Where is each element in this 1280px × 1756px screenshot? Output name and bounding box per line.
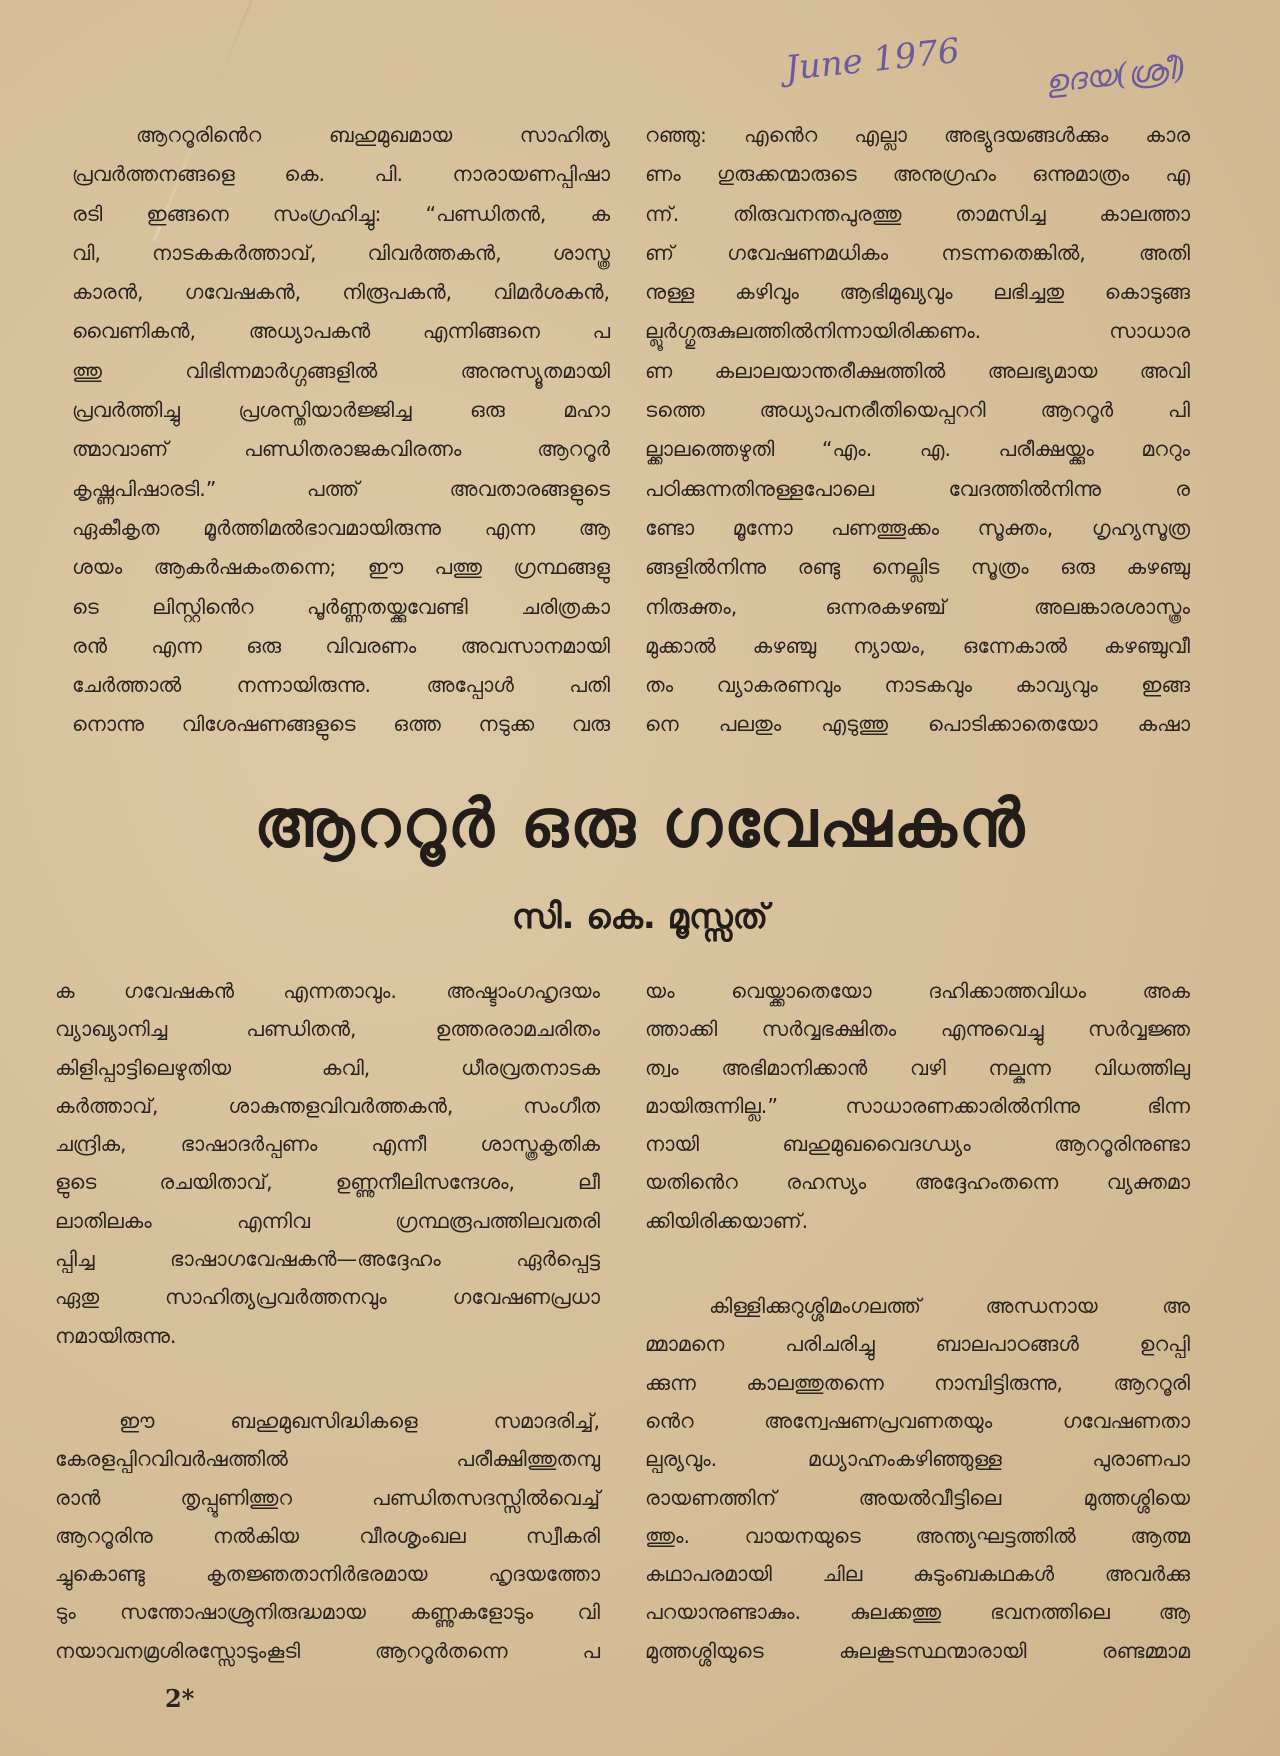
text-line: റഞ്ഞു: എൻെറ എല്ലാ അഭ്യുദയങ്ങൾക്കും കാര (645, 123, 1190, 147)
column-bottom-left (55, 972, 600, 1670)
text-line: ണം ഗുരുക്കന്മാരുടെ അനുഗ്രഹം ഒന്നുമാത്രം എ (645, 162, 1190, 187)
text-line: ളുടെ രചയിതാവ്, ഉണ്ണുനീലിസന്ദേശം, ലീ (55, 1170, 600, 1195)
column-bottom-right (645, 972, 1190, 1670)
text-line: രൻ എന്ന ഒരു വിവരണം അവസാനമായി (72, 633, 610, 658)
text-line: യം വെയ്ക്കാതെയോ ദഹിക്കാത്തവിധം അക (645, 979, 1190, 1003)
text-line: ന്ന്. തിരുവനന്തപുരത്തു താമസിച്ച കാലത്താ (645, 201, 1190, 226)
text-line: നായി ബഹുമുഖവൈദഗ്ധ്യം ആററൂരിനുണ്ടാ (645, 1132, 1190, 1157)
text-line: ഏതു സാഹിത്യപ്രവർത്തനവും ഗവേഷണപ്രധാ (55, 1285, 600, 1310)
paragraph (645, 1287, 1190, 1670)
text-line: കാരൻ, ഗവേഷകൻ, നിരൂപകൻ, വിമർശകൻ, (72, 280, 610, 305)
text-line: പ്രവർത്തിച്ചു പ്രശസ്തിയാർജ്ജിച്ച ഒരു മഹാ (72, 398, 610, 423)
paragraph (645, 972, 1190, 1240)
text-line: ചന്ദ്രിക, ഭാഷാദർപ്പണം എന്നീ ശാസ്ത്രകൃതിക (55, 1132, 600, 1157)
text-line: ൻെറ അന്വേഷണപ്രവണതയും ഗവേഷണതാ (645, 1408, 1190, 1433)
text-line: ച്ചുകൊണ്ടു കൃതജ്ഞതാനിർഭരമായ ഹൃദയത്തോ (55, 1562, 600, 1587)
text-line: യതിൻെറ രഹസ്യം അദ്ദേഹംതന്നെ വ്യക്തമാ (645, 1170, 1190, 1195)
text-line: ല്പര്യവും. മധ്യാഹ്നംകഴിഞ്ഞുള്ള പുരാണപാ (645, 1447, 1190, 1472)
handwritten-date: June 1976 (783, 30, 962, 90)
paragraph (72, 116, 610, 745)
text-line: പ്പിച്ച ഭാഷാഗവേഷകൻ—അദ്ദേഹം ഏർപ്പെട്ട (55, 1247, 600, 1272)
paragraph-gap (55, 1355, 600, 1402)
paragraph (645, 116, 1190, 745)
text-line: ക്കുന്ന കാലത്തുതന്നെ നാമ്പിട്ടിരുന്നു, ആററൂരി (645, 1370, 1190, 1395)
paragraph (55, 1402, 600, 1670)
text-line: ശയം ആകർഷകംതന്നെ; ഈ പത്തു ഗ്രന്ഥങ്ങളു (72, 555, 610, 580)
text-line: ലാതിലകം എന്നിവ ഗ്രന്ഥരൂപത്തിലവതരി (55, 1208, 600, 1233)
text-line: ല്ലൂർഗ്ഗുരുകുലത്തിൽനിന്നായിരിക്കണം. സാധാര (645, 319, 1190, 344)
text-line: ഈ ബഹുമുഖസിദ്ധികളെ സമാദരിച്ച്, (119, 1408, 600, 1433)
text-line: മുക്കാൽ കഴഞ്ചു ന്യായം, ഒന്നേകാൽ കഴഞ്ചുവീ (645, 633, 1190, 658)
paragraph-gap (645, 1240, 1190, 1287)
text-line: ങ്ങളിൽനിന്നു രണ്ടു നെല്ലിട സൂത്രം ഒരു കഴഞ്ചു (645, 555, 1190, 580)
article-title: ആററൂർ ഒരു ഗവേഷകൻ (253, 784, 1027, 862)
text-line: കർത്താവ്, ശാകുന്തളവിവർത്തകൻ, സംഗീത (55, 1093, 600, 1118)
text-line: ത്തു വിഭിന്നമാർഗ്ഗങ്ങളിൽ അനുസ്യൂതമായി (72, 358, 610, 383)
text-line: പഠിക്കുന്നതിനുള്ളപോലെ വേദത്തിൽനിന്നു ര (645, 476, 1190, 501)
text-line: മ്മാമനെ പരിചരിച്ചു ബാലപാഠങ്ങൾ ഉറപ്പി (645, 1332, 1190, 1357)
text-line: ത്മാവാണ് പണ്ഡിതരാജകവിരത്നം ആററൂർ (72, 437, 610, 462)
text-line: കൃഷ്ണപിഷാരടി.” പത്ത് അവതാരങ്ങളുടെ (72, 476, 610, 501)
column-top-left (72, 116, 610, 745)
text-line: ചേർത്താൽ നന്നായിരുന്നു. അപ്പോൾ പതി (72, 673, 610, 698)
text-line: നെ പലതും എടുത്തു പൊടിക്കാതെയോ കഷാ (645, 712, 1190, 737)
article-author: സി. കെ. മൂസ്സത് (511, 897, 769, 937)
text-line: കിളിപ്പാട്ടിലെഴുതിയ കവി, ധീരവ്രതനാടക (55, 1055, 600, 1080)
text-line: രാൻ തൃപ്പൂണിത്തുറ പണ്ഡിതസദസ്സിൽവെച്ച് (55, 1485, 600, 1510)
column-top-right (645, 116, 1190, 745)
text-line: നമായിരുന്നു. (55, 1323, 177, 1348)
text-line: ക്കിയിരിക്കയാണ്. (645, 1208, 809, 1233)
text-line: കേരളപ്പിറവിവർഷത്തിൽ പരീക്ഷിത്തുതമ്പു (55, 1447, 600, 1472)
text-line: വ്യാഖ്യാനിച്ച പണ്ഡിതൻ, ഉത്തരരാമചരിതം (55, 1017, 600, 1042)
text-line: ആററൂരിനു നൽകിയ വീരശൃംഖല സ്വീകരി (55, 1523, 600, 1548)
text-line: കിള്ളിക്കുറുശ്ശിമംഗലത്ത് അന്ധനായ അ (709, 1294, 1190, 1319)
paragraph (55, 972, 600, 1355)
text-line: പറയാനുണ്ടാകും. കുലക്കത്തു ഭവനത്തിലെ ആ (645, 1600, 1190, 1625)
text-line: ല്ക്കാലത്തെഴുതി “എം. എ. പരീക്ഷയ്ക്കും മററും (645, 437, 1190, 462)
text-line: മായിരുന്നില്ല.” സാധാരണക്കാരിൽനിന്നു ഭിന്ന (645, 1093, 1190, 1118)
text-line: ത്താക്കി സർവ്വഭക്ഷിതം എന്നുവെച്ചു സർവ്വജ്ഞ (645, 1017, 1190, 1042)
text-line: വൈണികൻ, അധ്യാപകൻ എന്നിങ്ങനെ പ (72, 319, 610, 344)
text-line: തം വ്യാകരണവും നാടകവും കാവ്യവും ഇങ്ങ (645, 673, 1190, 698)
text-line: നുള്ള കഴിവും ആഭിമുഖ്യവും ലഭിച്ചതു കൊടുങ്ങ (645, 280, 1190, 305)
text-line: ണ് ഗവേഷണമധികം നടന്നതെങ്കിൽ, അതി (645, 240, 1190, 265)
text-line: നയാവനമ്രശിരസ്സോടുംകൂടി ആററൂർതന്നെ പ (55, 1638, 600, 1663)
text-line: ടും സന്തോഷാശ്രുനിരുദ്ധമായ കണ്ണുകളോടും വി (55, 1600, 600, 1625)
text-line: നിരുക്തം, ഒന്നരകഴഞ്ച് അലങ്കാരശാസ്ത്രം (645, 594, 1190, 619)
text-line: ണ കലാലയാന്തരീക്ഷത്തിൽ അലഭ്യമായ അവി (645, 358, 1190, 383)
handwritten-source-note: ഉദയ(ശ്രീ) (1043, 50, 1188, 101)
text-line: രായണത്തിന് അയൽവീട്ടിലെ മുത്തശ്ശിയെ (645, 1485, 1190, 1510)
text-line: വി, നാടകകർത്താവ്, വിവർത്തകൻ, ശാസ്ത്ര (72, 240, 610, 265)
text-line: ഏകീകൃത മൂർത്തിമൽഭാവമായിരുന്നു എന്ന ആ (72, 515, 610, 540)
text-line: നൊന്നു വിശേഷണങ്ങളുടെ ഒത്ത നടുക്ക വരു (72, 712, 610, 737)
text-line: ണ്ടോ മൂന്നോ പണത്തൂക്കം സൂക്തം, ഗൃഹ്യസൂത്ര (645, 515, 1190, 540)
text-line: പ്രവർത്തനങ്ങളെ കെ. പി. നാരായണപ്പിഷാ (72, 162, 610, 187)
text-line: രടി ഇങ്ങനെ സംഗ്രഹിച്ചു: “പണ്ഡിതൻ, ക (72, 201, 610, 226)
page-number: 2* (165, 1684, 195, 1713)
text-line: ക ഗവേഷകൻ എന്നതാവും. അഷ്ടാംഗഹൃദയം (55, 979, 600, 1003)
text-line: ത്തും. വായനയുടെ അന്ത്യഘട്ടത്തിൽ ആത്മ (645, 1523, 1190, 1548)
text-line: കഥാപരമായി ചില കുടുംബകഥകൾ അവർക്കു (645, 1562, 1190, 1587)
text-line: ആററൂരിൻെറ ബഹുമുഖമായ സാഹിത്യ (136, 123, 610, 147)
text-line: മുത്തശ്ശിയുടെ കുലകൂടസ്ഥന്മാരായി രണ്ടമ്മാമ (645, 1638, 1190, 1663)
text-line: ടത്തെ അധ്യാപനരീതിയെപ്പററി ആററൂർ പി (645, 398, 1190, 423)
text-line: ടെ ലിസ്റ്റിൻെറ പൂർണ്ണതയ്ക്കുവേണ്ടി ചരിത്രകാ (72, 594, 610, 619)
text-line: ത്വം അഭിമാനിക്കാൻ വഴി നല്കുന്ന വിധത്തിലു (645, 1055, 1190, 1080)
